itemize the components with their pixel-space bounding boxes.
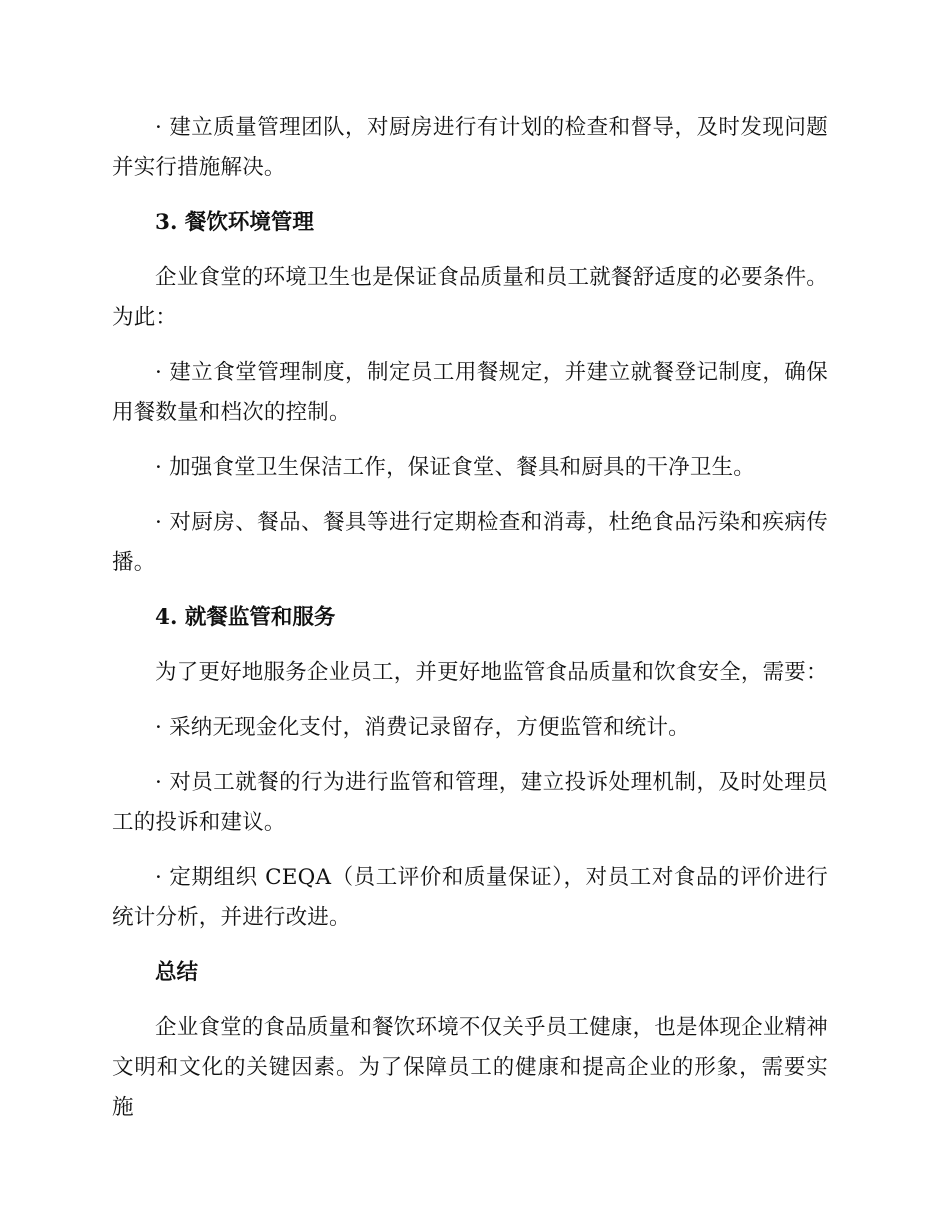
- bullet-ceqa: · 定期组织 CEQA（员工评价和质量保证），对员工对食品的评价进行统计分析，并进行改进。: [112, 865, 828, 930]
- bullet-cleaning: · 加强食堂卫生保洁工作，保证食堂、餐具和厨具的干净卫生。: [155, 455, 755, 480]
- paragraph-summary: 企业食堂的食品质量和餐饮环境不仅关乎员工健康，也是体现企业精神文明和文化的关键因素。为了保障员工的健康和提高企业的形象，需要实施: [112, 1015, 828, 1120]
- bullet-inspection-disinfection: · 对厨房、餐品、餐具等进行定期检查和消毒，杜绝食品污染和疾病传播。: [112, 510, 828, 575]
- document-body: [112, 108, 828, 1128]
- paragraph-environment-intro: 企业食堂的环境卫生也是保证食品质量和员工就餐舒适度的必要条件。为此：: [112, 265, 828, 330]
- section-heading-dining-supervision: 4. 就餐监管和服务: [155, 605, 336, 630]
- paragraph-supervision-intro: 为了更好地服务企业员工，并更好地监管食品质量和饮食安全，需要：: [155, 660, 828, 685]
- bullet-canteen-rules: · 建立食堂管理制度，制定员工用餐规定，并建立就餐登记制度，确保用餐数量和档次的控制。: [112, 360, 828, 425]
- section-heading-dining-environment: 3. 餐饮环境管理: [155, 210, 314, 235]
- bullet-quality-team: · 建立质量管理团队，对厨房进行有计划的检查和督导，及时发现问题并实行措施解决。: [112, 115, 828, 180]
- section-heading-summary: 总结: [155, 960, 199, 985]
- bullet-behavior-complaints: · 对员工就餐的行为进行监管和管理，建立投诉处理机制，及时处理员工的投诉和建议。: [112, 770, 828, 835]
- bullet-cashless-payment: · 采纳无现金化支付，消费记录留存，方便监管和统计。: [155, 715, 690, 740]
